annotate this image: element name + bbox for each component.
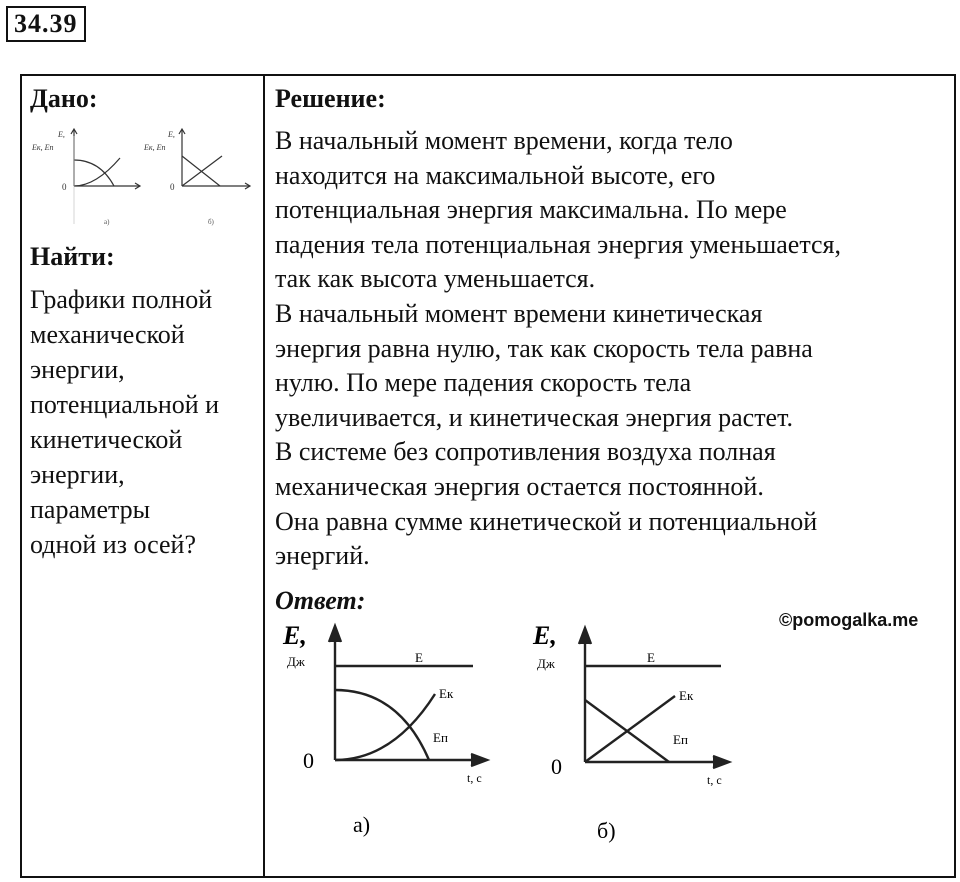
graph-b-caption: б): [597, 818, 616, 843]
graph-a-x-arrow: [471, 754, 487, 766]
thumb-a-y-label-bottom: Eк, Eп: [32, 143, 54, 152]
find-text: [30, 282, 258, 562]
graph-a-potential-label: Eп: [433, 730, 448, 745]
solution-line: потенциальная энергия максимальна. По мере: [275, 195, 787, 225]
graph-a-y-arrow: [329, 626, 341, 642]
solution-text: [275, 124, 951, 574]
solution-line: падения тела потенциальная энергия уменьшается,: [275, 229, 842, 259]
find-line: параметры: [30, 495, 151, 524]
watermark: ©pomogalka.me: [779, 610, 919, 630]
given-column: [22, 76, 263, 876]
thumb-b-y-label-top: E,: [168, 130, 175, 139]
graph-a-origin: 0: [303, 748, 314, 773]
answer-graph-a: [282, 621, 487, 837]
graph-b-origin: 0: [551, 754, 562, 779]
find-line: энергии,: [30, 460, 125, 489]
solution-line: механическая энергия остается постоянной.: [275, 471, 764, 501]
graph-a-total-label: E: [415, 650, 423, 665]
graph-a-y-unit: Дж: [287, 654, 305, 669]
thumb-b-y-label-bottom: Eк, Eп: [144, 143, 166, 152]
graph-a-potential-curve: [335, 690, 429, 760]
thumb-a-origin: 0: [62, 182, 67, 192]
solution-line: энергий.: [275, 541, 370, 571]
answer-graph-b: [532, 621, 729, 843]
find-line: механической: [30, 320, 185, 349]
find-line: Графики полной: [30, 285, 213, 314]
graph-b-y-label: E,: [533, 621, 557, 650]
graph-b-y-arrow: [579, 628, 591, 644]
solution-line: увеличивается, и кинетическая энергия растет.: [275, 402, 794, 432]
solution-heading: Решение:: [275, 84, 386, 113]
solution-line: находится на максимальной высоте, его: [275, 160, 716, 190]
solution-line: энергия равна нулю, так как скорость тела равна: [275, 333, 813, 363]
graph-b-x-label: t, c: [707, 773, 722, 787]
find-line: одной из осей?: [30, 530, 196, 559]
thumbnail-graph-a: [71, 129, 140, 224]
thumb-b-origin: 0: [170, 182, 175, 192]
answer-graphs: [275, 616, 735, 878]
thumb-a-caption: а): [104, 218, 110, 226]
find-heading: Найти:: [30, 242, 115, 271]
find-line: кинетической: [30, 425, 183, 454]
graph-a-x-label: t, c: [467, 771, 482, 785]
solution-line: В системе без сопротивления воздуха полная: [275, 437, 776, 467]
graph-a-kinetic-label: Eк: [439, 686, 454, 701]
graph-a-caption: а): [353, 812, 371, 837]
graph-b-total-label: E: [647, 650, 655, 665]
graph-b-potential-label: Eп: [673, 732, 688, 747]
problem-number: 34.39: [6, 6, 86, 42]
graph-b-x-arrow: [713, 756, 729, 768]
solution-line: так как высота уменьшается.: [275, 264, 596, 294]
graph-a-y-label: E,: [283, 621, 307, 650]
thumb-a-y-label-top: E,: [58, 130, 65, 139]
solution-line: В начальный момент времени, когда тело: [275, 126, 733, 155]
thumb-a-kinetic-curve: [74, 158, 120, 186]
find-line: энергии,: [30, 355, 125, 384]
solution-line: В начальный момент времени кинетическая: [275, 298, 763, 328]
given-thumbnail-graphs: [30, 124, 256, 232]
answer-heading: Ответ:: [275, 586, 366, 615]
solution-table: [20, 74, 956, 878]
thumb-a-potential-curve: [74, 160, 114, 186]
find-line: потенциальной и: [30, 390, 220, 419]
solution-line: нулю. По мере падения скорость тела: [275, 368, 692, 398]
graph-b-kinetic-label: Eк: [679, 688, 694, 703]
thumb-b-caption: б): [208, 218, 214, 226]
solution-line: Она равна сумме кинетической и потенциальной: [275, 506, 818, 536]
graph-b-kinetic-line: [585, 696, 675, 762]
solution-column: [265, 76, 954, 876]
graph-b-y-unit: Дж: [537, 656, 555, 671]
given-heading: Дано:: [30, 84, 98, 113]
thumbnail-graph-b: [179, 129, 250, 189]
